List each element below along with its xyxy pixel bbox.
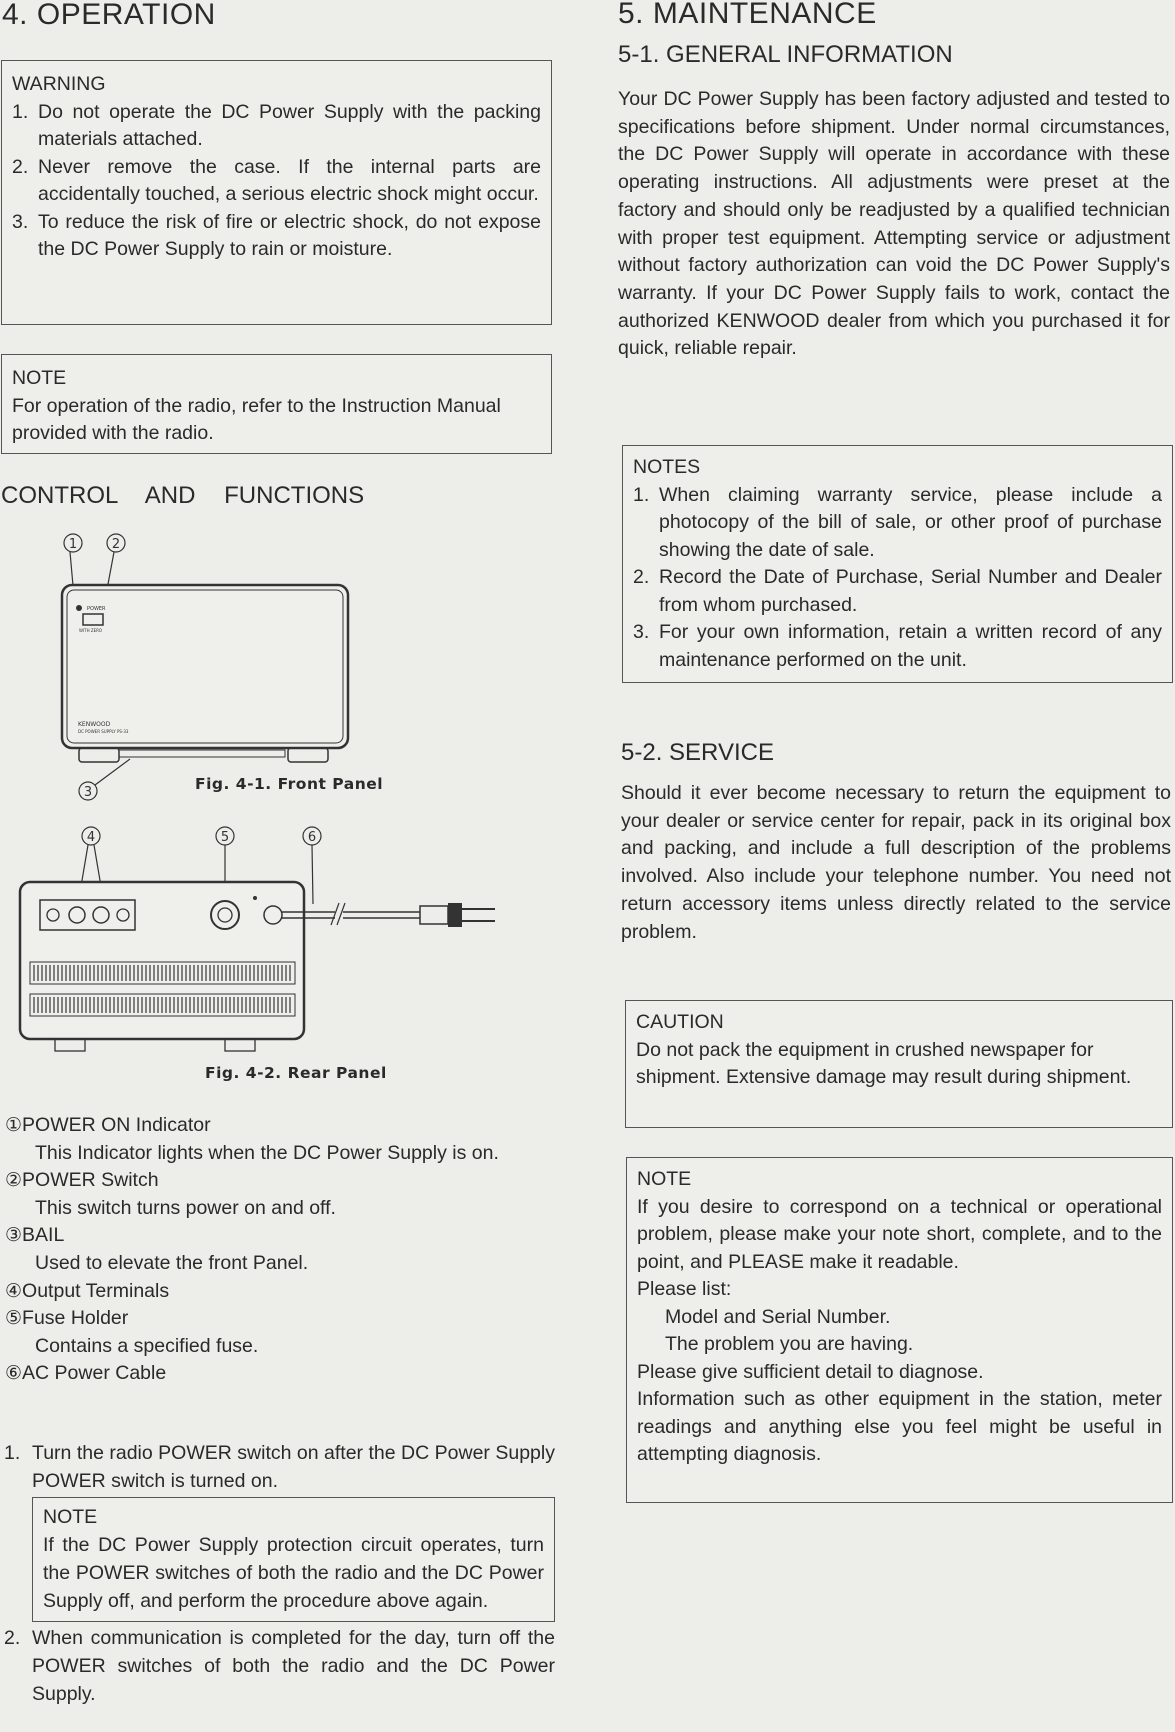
controls-heading: CONTROL AND FUNCTIONS (1, 482, 365, 509)
front-foot (79, 748, 119, 762)
service-text: Should it ever become necessary to return the equipment to your dealer or service center for repair, pack in its original box and packing, and include a full description of the problems involved. Also include your telephone number. You need not return accessory items unless directly related to the service problem. (621, 782, 1171, 943)
protection-note-text: If the DC Power Supply protection circuit operates, turn the POWER switches of both the radio and the DC Power Supply off, and perform the procedure above again. (43, 1534, 544, 1612)
information-line: Information such as other equipment in the station, meter readings and anything else you feel might be useful in attempting diagnosis. (637, 1388, 1162, 1465)
svg-text:5: 5 (220, 830, 230, 845)
svg-text:2: 2 (111, 537, 121, 552)
diagnose-line: Please give sufficient detail to diagnose. (637, 1360, 984, 1383)
control-desc: This Indicator lights when the DC Power Supply is on. (35, 1141, 499, 1164)
fig2-caption: Fig. 4-2. Rear Panel (205, 1064, 387, 1082)
kenwood-logo: KENWOOD (78, 721, 111, 728)
protection-note-title: NOTE (43, 1506, 98, 1529)
power-plug (420, 906, 448, 924)
operation-steps (0, 1440, 555, 1708)
protection-note-box (32, 1497, 555, 1622)
control-item: ②POWER Switch (5, 1169, 159, 1192)
svg-text:1: 1 (68, 537, 78, 552)
control-item: ④Output Terminals (5, 1279, 170, 1302)
controls-list (5, 1112, 555, 1388)
correspondence-note-text: If you desire to correspond on a technical or operational problem, please make your note short, complete, and to the point, and PLEASE make it readable. (637, 1195, 1162, 1273)
radio-note-text: For operation of the radio, refer to the Instruction Manual provided with the radio. (12, 394, 501, 444)
warranty-note-item: 2. Record the Date of Purchase, Serial Number and Dealer from whom purchased. (633, 566, 1162, 616)
caution-box (625, 1000, 1173, 1128)
warning-title: WARNING (12, 73, 106, 95)
control-desc: Used to elevate the front Panel. (35, 1251, 309, 1274)
list-item: The problem you are having. (665, 1333, 914, 1355)
warning-list (12, 99, 541, 264)
callout-6 (303, 827, 321, 904)
bail (119, 750, 285, 757)
correspondence-note-title: NOTE (637, 1168, 692, 1190)
list-item: Model and Serial Number. (665, 1305, 891, 1328)
caution-text: Do not pack the equipment in crushed newspaper for shipment. Extensive damage may result during shipment. (636, 1038, 1132, 1088)
control-item: ①POWER ON Indicator (5, 1114, 211, 1136)
radio-note-box (1, 354, 552, 454)
svg-text:6: 6 (307, 830, 317, 845)
operation-heading: 4. OPERATION (2, 0, 216, 31)
svg-text:3: 3 (83, 785, 93, 800)
service-heading: 5-2. SERVICE (621, 739, 774, 766)
power-label: POWER (87, 606, 106, 612)
general-info-text: Your DC Power Supply has been factory adjusted and tested to specifications before shipment. Under normal circumstances, the DC Power Supply will operate in accordance with these operating instructions. All adjustments were preset at the factory and should only be readjusted by a qualified technician with proper test equipment. Attempting service or adjustment without factory authorization can void the DC Power Supply's warranty. If your DC Power Supply fails to work, contact the authorized KENWOOD dealer from which you purchased it for quick, reliable repair. (618, 88, 1170, 360)
control-item: ⑤Fuse Holder (5, 1307, 129, 1330)
step-item: 2. When communication is completed for the day, turn off the POWER switches of both the radio and the DC Power Supply. (4, 1627, 555, 1705)
step-item: 1. Turn the radio POWER switch on after the DC Power Supply POWER switch is turned on. NOTE If the DC Power Supply protection circuit operates, turn the POWER switches of both the radio and the DC Power Supply off, and perform the procedure above again. (0, 1440, 555, 1622)
maintenance-heading: 5. MAINTENANCE (618, 0, 877, 30)
front-foot (288, 748, 328, 762)
warranty-notes-title: NOTES (633, 456, 701, 478)
warning-item: 3. To reduce the risk of fire or electric shock, do not expose the DC Power Supply to rain or moisture. (12, 210, 541, 260)
svg-text:4: 4 (86, 830, 96, 845)
power-indicator-icon (76, 605, 82, 611)
caution-title: CAUTION (636, 1011, 724, 1033)
warning-item: 1. Do not operate the DC Power Supply with the packing materials attached. (12, 100, 541, 150)
warranty-notes-list (633, 482, 1162, 675)
model-label: DC POWER SUPPLY PS-33 (78, 729, 129, 734)
warranty-notes-box (622, 445, 1173, 683)
rear-panel-case (20, 882, 304, 1039)
rear-panel-figure (15, 822, 525, 1062)
warranty-note-item: 1. When claiming warranty service, please include a photocopy of the bill of sale, or other proof of purchase showing the date of sale. (633, 483, 1162, 561)
control-desc: This switch turns power on and off. (35, 1196, 336, 1219)
control-item: ⑥AC Power Cable (5, 1362, 167, 1385)
warranty-note-item: 3. For your own information, retain a written record of any maintenance performed on the unit. (633, 621, 1162, 671)
correspondence-note-box (626, 1157, 1173, 1503)
control-item: ③BAIL (5, 1224, 65, 1247)
warning-box (1, 60, 552, 325)
panel-caption: WITH ZERO (79, 628, 103, 633)
front-panel-figure (55, 528, 355, 808)
please-list-label: Please list: (637, 1278, 732, 1300)
rear-foot (55, 1039, 85, 1051)
general-info-heading: 5-1. GENERAL INFORMATION (618, 41, 953, 68)
fig1-caption: Fig. 4-1. Front Panel (195, 775, 384, 793)
callout-3 (79, 759, 130, 800)
warning-item: 2. Never remove the case. If the internal parts are accidentally touched, a serious electric shock might occur. (12, 155, 541, 205)
radio-note-title: NOTE (12, 367, 67, 389)
control-desc: Contains a specified fuse. (35, 1334, 259, 1357)
rear-foot (225, 1039, 255, 1051)
